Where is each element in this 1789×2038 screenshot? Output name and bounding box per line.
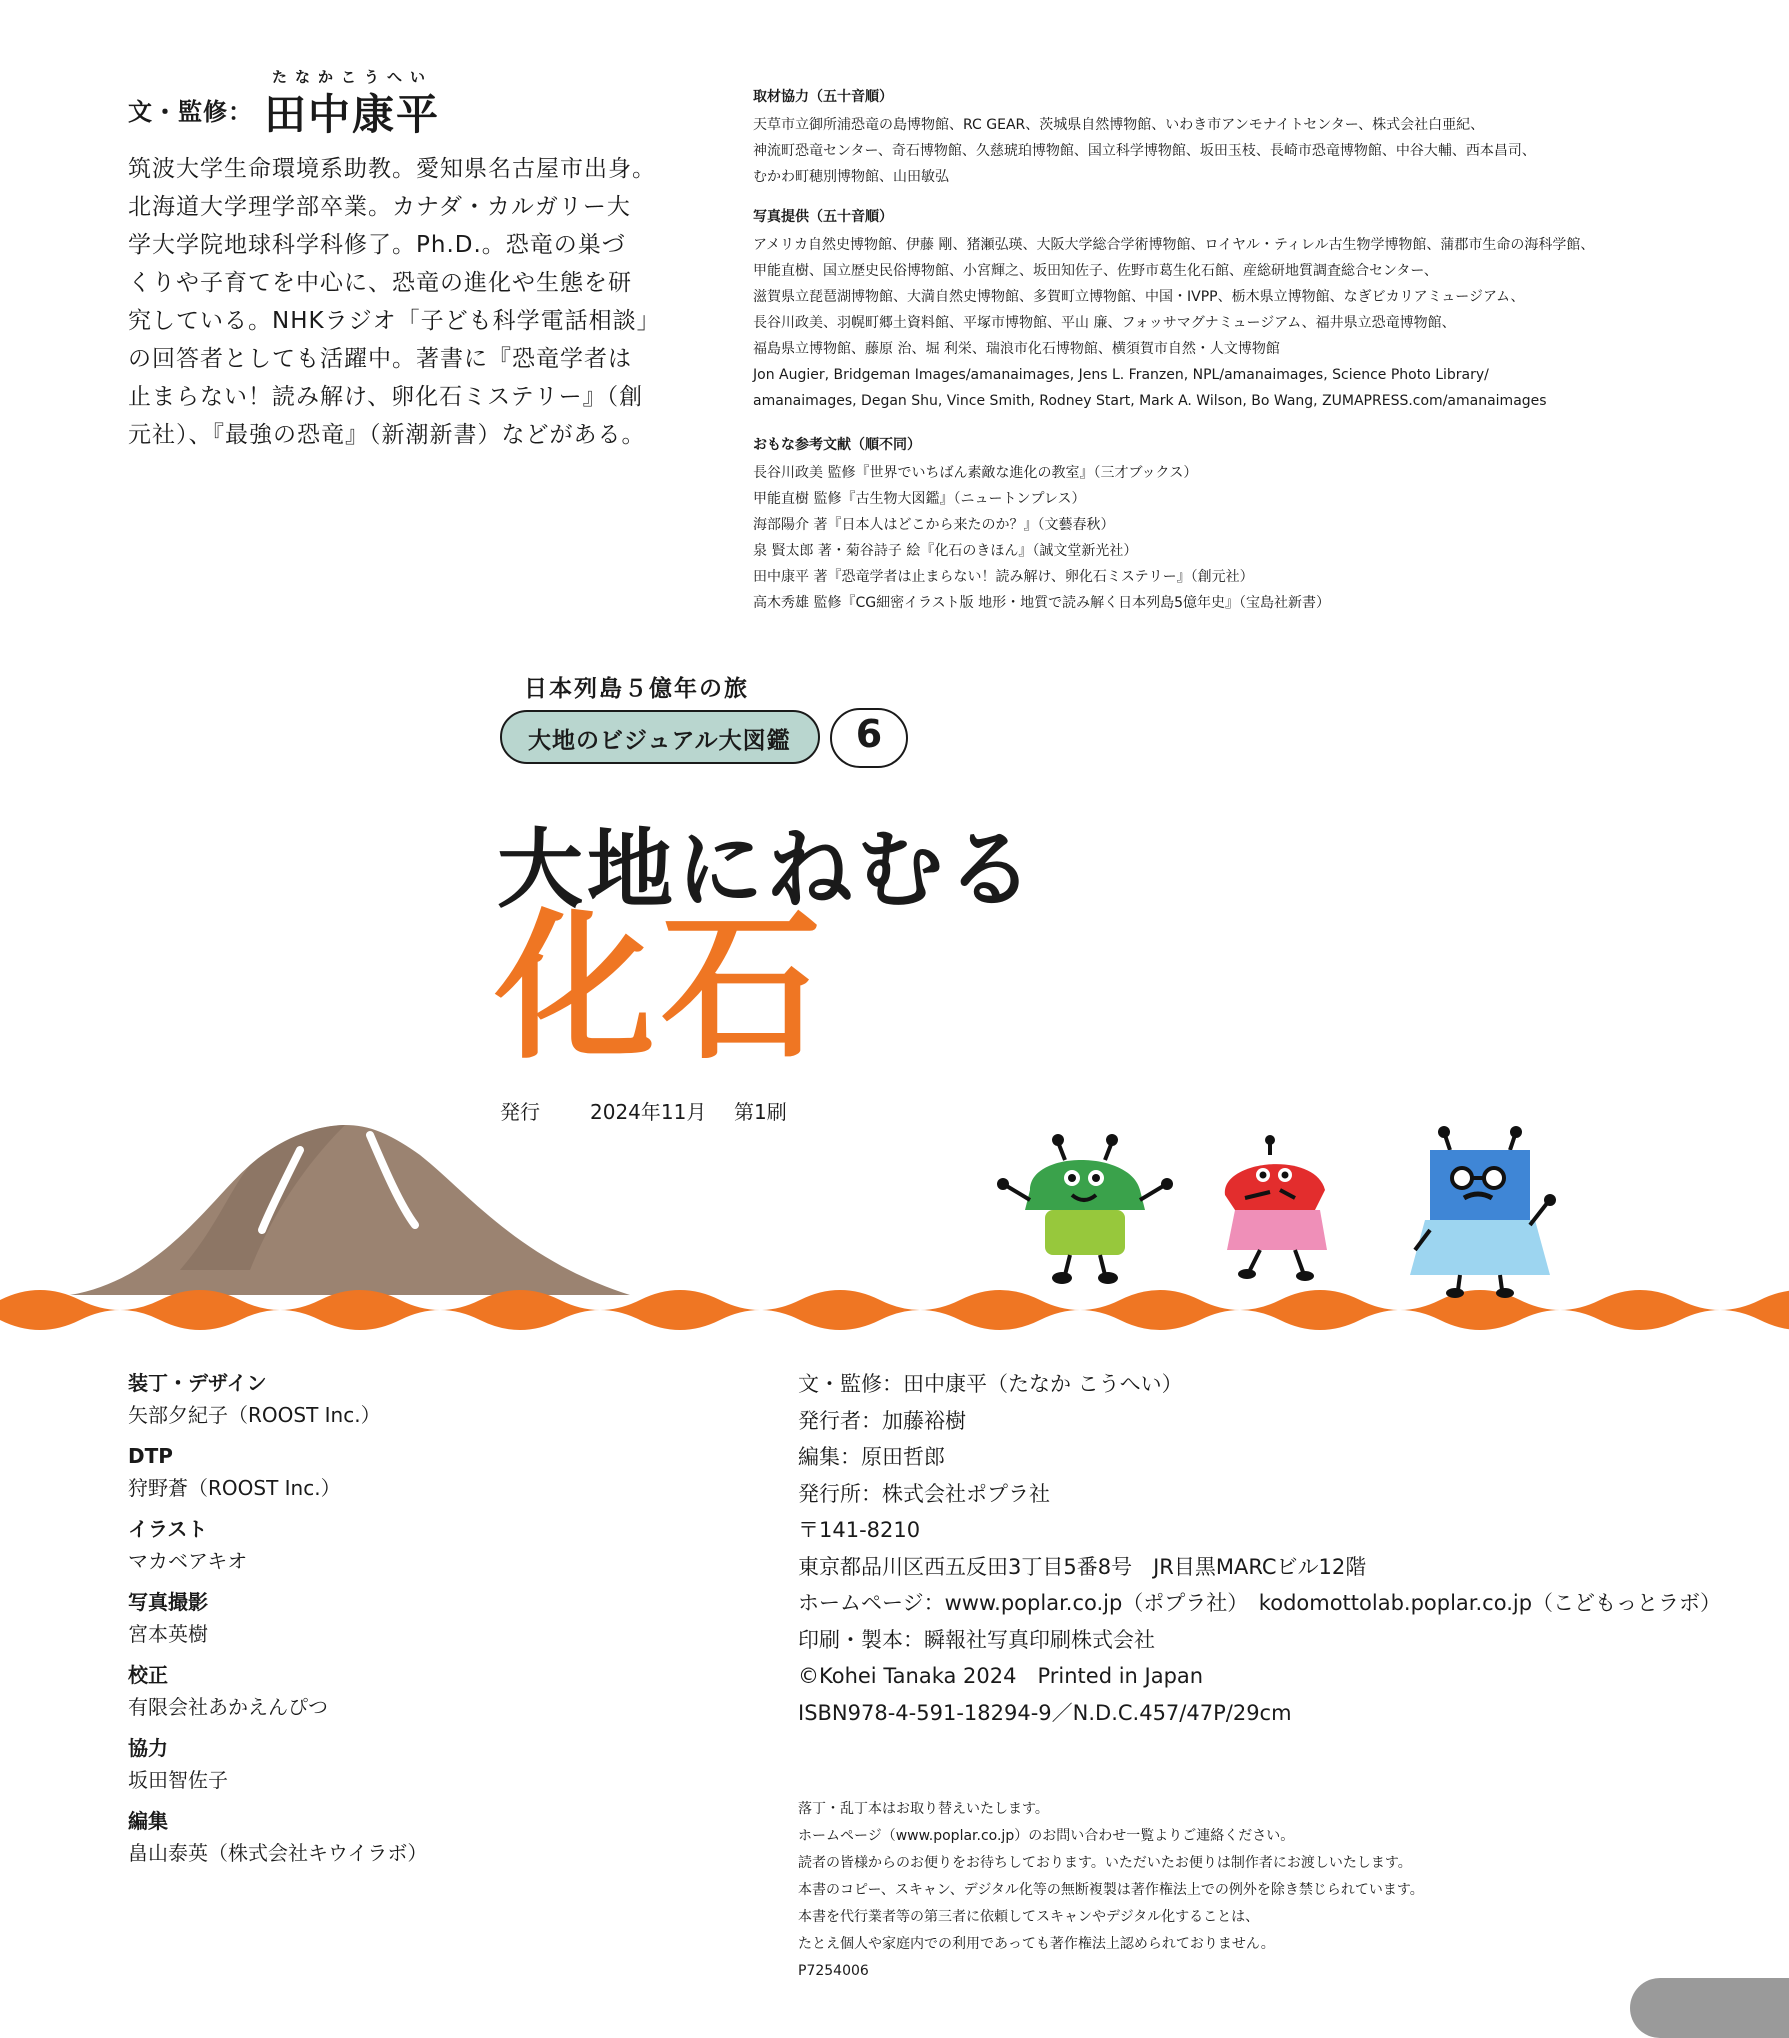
reference-line: 田中康平 著『恐竜学者は止まらない！読み解け、卵化石ミステリー』（創元社） [753, 569, 1254, 585]
staff-credits [128, 1368, 427, 1879]
author-bio-line: 究している。NHKラジオ「子ども科学電話相談」 [128, 308, 661, 334]
author-bio [128, 150, 668, 454]
staff-role: 協力 [128, 1736, 168, 1760]
notice-line: ホームページ（www.poplar.co.jp）のお問い合わせ一覧よりご連絡ください。 [798, 1828, 1295, 1844]
credits-photo [753, 206, 1594, 414]
landscape-illustration [0, 1110, 1789, 1330]
colophon-line: 発行所：株式会社ポプラ社 [798, 1481, 1050, 1506]
staff-name: 矢部夕紀子（ROOST Inc.） [128, 1403, 381, 1427]
reference-line: 海部陽介 著『日本人はどこから来たのか？』（文藝春秋） [753, 517, 1115, 533]
series-label: 日本列島５億年の旅 [524, 676, 749, 702]
staff-name: 坂田智佐子 [128, 1768, 228, 1792]
credits-line: むかわ町穂別博物館、山田敏弘 [753, 169, 949, 185]
colophon [798, 1366, 1721, 1731]
credits-line: amanaimages, Degan Shu, Vince Smith, Rodney Start, Mark A. Wilson, Bo Wang, ZUMAPRESS.com/amanaimages [753, 393, 1547, 409]
credits-references [753, 434, 1330, 616]
author-bio-line: 筑波大学生命環境系助教。愛知県名古屋市出身。 [128, 156, 656, 182]
credits-line: 甲能直樹、国立歴史民俗博物館、小宮輝之、坂田知佐子、佐野市葛生化石館、産総研地質調査総合センター、 [753, 263, 1438, 279]
author-name: 田中康平 [264, 90, 441, 139]
staff-role: イラスト [128, 1517, 208, 1541]
credits-references-title: おもな参考文献（順不同） [753, 437, 921, 453]
notice-line: 本書を代行業者等の第三者に依頼してスキャンやデジタル化することは、 [798, 1909, 1260, 1925]
author-role-label: 文・監修： [128, 98, 253, 126]
volcano-illustration [70, 1125, 630, 1295]
staff-name: 畠山泰英（株式会社キウイラボ） [128, 1841, 428, 1865]
author-bio-line: 北海道大学理学部卒業。カナダ・カルガリー大 [128, 194, 631, 220]
reference-line: 高木秀雄 監修『CG細密イラスト版 地形・地質で読み解く日本列島5億年史』（宝島社新書） [753, 595, 1331, 611]
product-code: P7254006 [798, 1963, 869, 1979]
colophon-line: 〒141-8210 [798, 1518, 921, 1542]
red-mascot-character [1225, 1135, 1327, 1281]
colophon-line: 印刷・製本：瞬報社写真印刷株式会社 [798, 1627, 1155, 1652]
book-title-line2: 化石 [495, 894, 828, 1081]
author-bio-line: 学大学院地球科学科修了。Ph.D.。恐竜の巣づ [128, 232, 626, 258]
notice-line: 読者の皆様からのお便りをお待ちしております。いただいたお便りは制作者にお渡しいたします。 [798, 1855, 1412, 1871]
colophon-line: 発行者：加藤裕樹 [798, 1408, 966, 1433]
author-bio-line: くりや子育てを中心に、恐竜の進化や生態を研 [128, 270, 632, 296]
publication-edition: 第1刷 [734, 1100, 787, 1124]
staff-name: 狩野蒼（ROOST Inc.） [128, 1476, 341, 1500]
page-corner-tab [1630, 1978, 1789, 2038]
notice-line: たとえ個人や家庭内での利用であっても著作権法上認められておりません。 [798, 1936, 1275, 1952]
credits-line: アメリカ自然史博物館、伊藤 剛、猪瀬弘瑛、大阪大学総合学術博物館、ロイヤル・ティレル古生物学博物館、蒲郡市生命の海科学館、 [753, 237, 1595, 253]
credits-line: 長谷川政美、羽幌町郷土資料館、平塚市博物館、平山 廉、フォッサマグナミュージアム、福井県立恐竜博物館、 [753, 315, 1456, 331]
credits-line: 福島県立博物館、藤原 治、堀 利栄、瑞浪市化石博物館、横須賀市自然・人文博物館 [753, 341, 1280, 357]
colophon-line: 東京都品川区西五反田3丁目5番8号 JR目黒MARCビル12階 [798, 1554, 1367, 1579]
author-name-ruby: たなかこうへい [272, 68, 434, 86]
staff-role: DTP [128, 1444, 173, 1468]
blue-mascot-character [1410, 1126, 1556, 1298]
notice-line: 落丁・乱丁本はお取り替えいたします。 [798, 1801, 1049, 1817]
colophon-line: ISBN978-4-591-18294-9／N.D.C.457/47P/29cm [798, 1700, 1292, 1725]
credits-line: 滋賀県立琵琶湖博物館、大満自然史博物館、多賀町立博物館、中国・IVPP、栃木県立博物館、なぎビカリアミュージアム、 [753, 289, 1525, 305]
notice-line: 本書のコピー、スキャン、デジタル化等の無断複製は著作権法上での例外を除き禁じられています。 [798, 1882, 1424, 1898]
orange-wave-band [0, 1290, 1789, 1330]
staff-role: 編集 [128, 1809, 168, 1833]
colophon-line: ©Kohei Tanaka 2024 Printed in Japan [798, 1664, 1204, 1688]
credits-line: Jon Augier, Bridgeman Images/amanaimages, Jens L. Franzen, NPL/amanaimages, Science Photo Library/ [753, 367, 1489, 383]
credits-interview-title: 取材協力（五十音順） [753, 89, 893, 105]
staff-name: マカベアキオ [128, 1549, 248, 1573]
series-number: 6 [855, 712, 883, 756]
publication-date: 2024年11月 [590, 1100, 707, 1124]
author-bio-line: の回答者としても活躍中。著書に『恐竜学者は [128, 346, 632, 372]
credits-photo-title: 写真提供（五十音順） [753, 209, 893, 225]
colophon-line: 文・監修：田中康平（たなか こうへい） [798, 1372, 1183, 1396]
colophon-line: ホームページ：www.poplar.co.jp（ポプラ社） kodomottolab.poplar.co.jp（こどもっとラボ） [798, 1591, 1722, 1615]
credits-line: 天草市立御所浦恐竜の島博物館、RC GEAR、茨城県自然博物館、いわき市アンモナイトセンター、株式会社白亜紀、 [753, 117, 1485, 133]
legal-notice [798, 1796, 1424, 1985]
staff-role: 校正 [128, 1663, 168, 1687]
credits-line: 神流町恐竜センター、奇石博物館、久慈琥珀博物館、国立科学博物館、坂田玉枝、長崎市恐竜博物館、中谷大輔、西本昌司、 [753, 143, 1536, 159]
credits-interview [753, 86, 1536, 190]
publication-label: 発行 [500, 1100, 540, 1124]
reference-line: 長谷川政美 監修『世界でいちばん素敵な進化の教室』（三才ブックス） [753, 465, 1198, 481]
green-mascot-character [997, 1134, 1173, 1284]
staff-name: 宮本英樹 [128, 1622, 208, 1646]
staff-role: 装丁・デザイン [128, 1371, 267, 1395]
staff-role: 写真撮影 [128, 1590, 208, 1614]
author-bio-line: 元社）、『最強の恐竜』（新潮新書）などがある。 [128, 422, 646, 448]
staff-name: 有限会社あかえんぴつ [128, 1695, 328, 1719]
author-bio-line: 止まらない！読み解け、卵化石ミステリー』（創 [128, 384, 644, 410]
book-title-line1: 大地にねむる [497, 820, 1037, 920]
series-name: 大地のビジュアル大図鑑 [528, 728, 791, 754]
colophon-line: 編集：原田哲郎 [798, 1445, 945, 1469]
reference-line: 甲能直樹 監修『古生物大図鑑』（ニュートンプレス） [753, 491, 1086, 507]
reference-line: 泉 賢太郎 著・菊谷詩子 絵『化石のきほん』（誠文堂新光社） [753, 543, 1138, 559]
